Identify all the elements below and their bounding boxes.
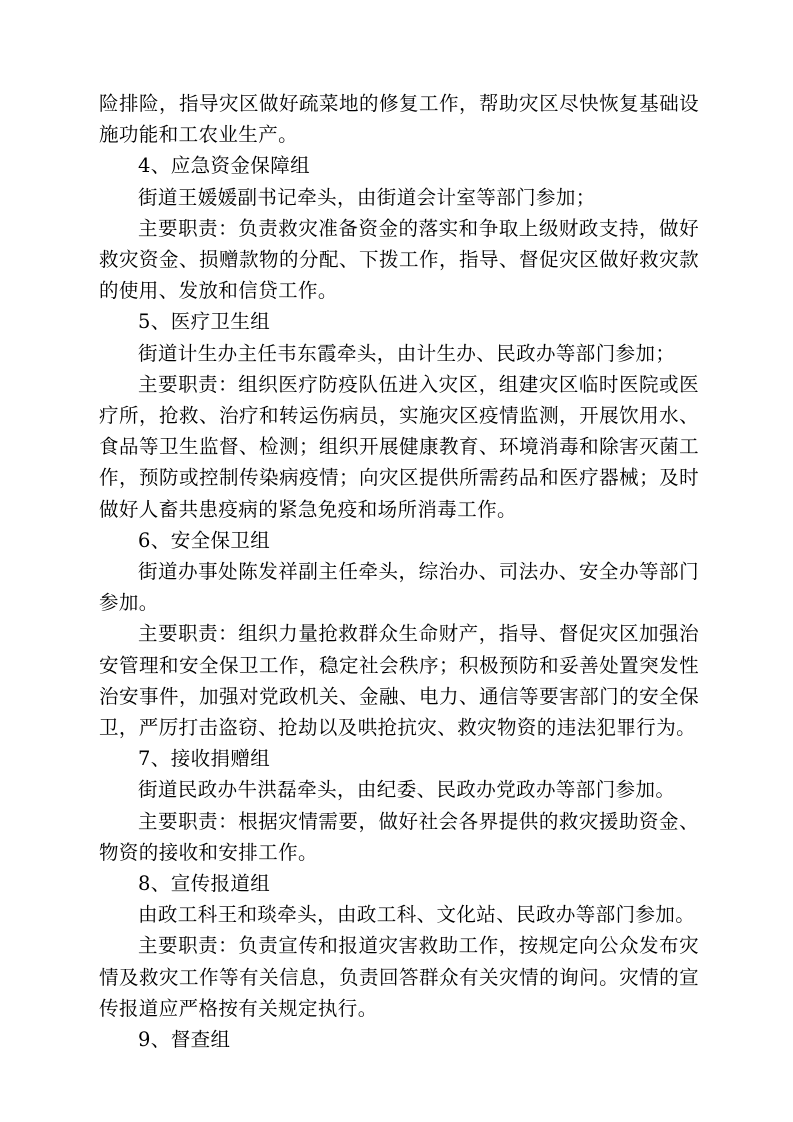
paragraph-security-duties: 主要职责：组织力量抢救群众生命财产，指导、督促灾区加强治安管理和安全保卫工作，稳定社会秩序；积极预防和妥善处置突发性治安事件，加强对党政机关、金融、电力、通信等要害部门的安全保卫，严厉打击盗窃、抢劫以及哄抢抗灾、救灾物资的违法犯罪行为。 (99, 622, 699, 740)
paragraph-funds-lead: 街道王媛媛副书记牵头，由街道会计室等部门参加； (138, 185, 596, 209)
section-heading-medical: 5、医疗卫生组 (138, 310, 271, 334)
section-heading-donations: 7、接收捐赠组 (138, 747, 271, 771)
paragraph-publicity-duties: 主要职责：负责宣传和报道灾害救助工作，按规定向公众发布灾情及救灾工作等有关信息，负责回答群众有关灾情的询问。灾情的宣传报道应严格按有关规定执行。 (99, 934, 699, 1020)
document-body (99, 88, 699, 1055)
paragraph-donations-lead: 街道民政办牛洪磊牵头，由纪委、民政办党政办等部门参加。 (138, 778, 676, 802)
paragraph-medical-duties: 主要职责：组织医疗防疫队伍进入灾区，组建灾区临时医院或医疗所，抢救、治疗和转运伤病员，实施灾区疫情监测，开展饮用水、食品等卫生监督、检测；组织开展健康教育、环境消毒和除害灭菌工作，预防或控制传染病疫情；向灾区提供所需药品和医疗器械；及时做好人畜共患疫病的紧急免疫和场所消毒工作。 (99, 372, 699, 521)
paragraph-publicity-lead: 由政工科王和琰牵头，由政工科、文化站、民政办等部门参加。 (138, 903, 696, 927)
section-heading-emergency-funds: 4、应急资金保障组 (138, 154, 311, 178)
paragraph-intro-continuation: 险排险，指导灾区做好疏菜地的修复工作，帮助灾区尽快恢复基础设施功能和工农业生产。 (99, 92, 699, 147)
paragraph-donations-duties: 主要职责：根据灾情需要，做好社会各界提供的救灾援助资金、物资的接收和安排工作。 (99, 809, 699, 864)
section-heading-supervision: 9、督查组 (138, 1028, 231, 1052)
section-heading-security: 6、安全保卫组 (138, 528, 271, 552)
section-heading-publicity: 8、宣传报道组 (138, 872, 271, 896)
paragraph-security-lead: 街道办事处陈发祥副主任牵头，综治办、司法办、安全办等部门参加。 (99, 560, 699, 615)
paragraph-funds-duties: 主要职责：负责救灾准备资金的落实和争取上级财政支持，做好救灾资金、损赠款物的分配、下拨工作，指导、督促灾区做好救灾款的使用、发放和信贷工作。 (99, 216, 699, 303)
paragraph-medical-lead: 街道计生办主任韦东霞牵头，由计生办、民政办等部门参加； (138, 341, 676, 365)
